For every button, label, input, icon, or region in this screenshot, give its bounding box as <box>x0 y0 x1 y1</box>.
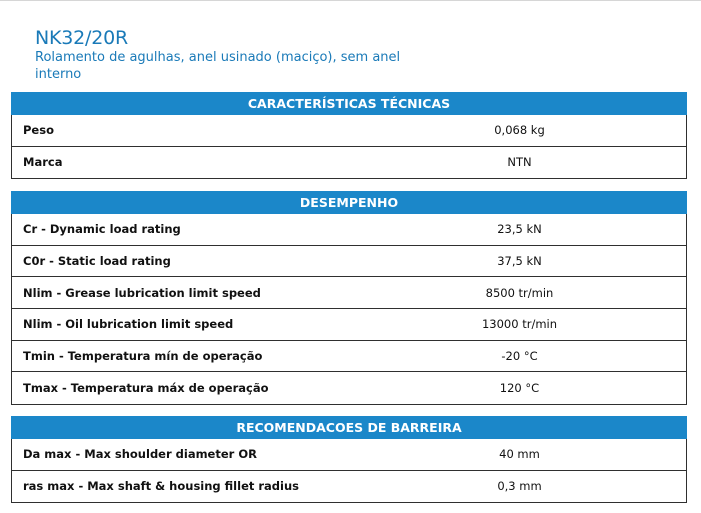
top-divider <box>0 0 701 1</box>
product-code: NK32/20R <box>35 27 129 49</box>
spec-value: 0,068 kg <box>494 123 545 138</box>
table-row <box>12 214 686 246</box>
performance-header: DESEMPENHO <box>11 191 687 214</box>
spec-value: 23,5 kN <box>497 222 542 237</box>
table-row <box>12 341 686 373</box>
barrier-recommendations-table <box>11 416 687 503</box>
spec-value: 37,5 kN <box>497 254 542 269</box>
table-row <box>12 115 686 147</box>
spec-label: Marca <box>23 155 63 170</box>
spec-value: -20 °C <box>501 349 538 364</box>
performance-table <box>11 191 687 405</box>
spec-value: 40 mm <box>499 447 540 462</box>
spec-label: Cr - Dynamic load rating <box>23 222 181 237</box>
spec-label: Tmin - Temperatura mín de operação <box>23 349 263 364</box>
product-description-line-2: interno <box>35 67 82 82</box>
table-row <box>12 372 686 404</box>
tech-specs-table <box>11 92 687 179</box>
table-row <box>12 309 686 341</box>
spec-label: ras max - Max shaft & housing fillet radius <box>23 479 300 494</box>
spec-value: 120 °C <box>499 381 540 396</box>
table-row <box>12 471 686 503</box>
product-description-line-1: Rolamento de agulhas, anel usinado (maciço), sem anel <box>35 50 401 65</box>
spec-label: Nlim - Grease lubrication limit speed <box>23 285 261 300</box>
table-row <box>12 439 686 471</box>
spec-value: 0,3 mm <box>497 479 542 494</box>
table-row <box>12 277 686 309</box>
barrier-recommendations-header: RECOMENDACOES DE BARREIRA <box>11 416 687 439</box>
spec-label: Nlim - Oil lubrication limit speed <box>23 317 234 332</box>
spec-value: 13000 tr/min <box>481 317 558 332</box>
table-row <box>12 246 686 278</box>
table-row <box>12 147 686 179</box>
spec-label: C0r - Static load rating <box>23 254 171 269</box>
spec-label: Tmax - Temperatura máx de operação <box>23 381 269 396</box>
spec-label: Peso <box>23 123 54 138</box>
tech-specs-header: CARACTERÍSTICAS TÉCNICAS <box>11 92 687 115</box>
product-description <box>35 49 435 83</box>
spec-value: 8500 tr/min <box>485 285 554 300</box>
spec-value: NTN <box>507 155 532 170</box>
product-header <box>35 28 435 83</box>
spec-label: Da max - Max shoulder diameter OR <box>23 447 257 462</box>
